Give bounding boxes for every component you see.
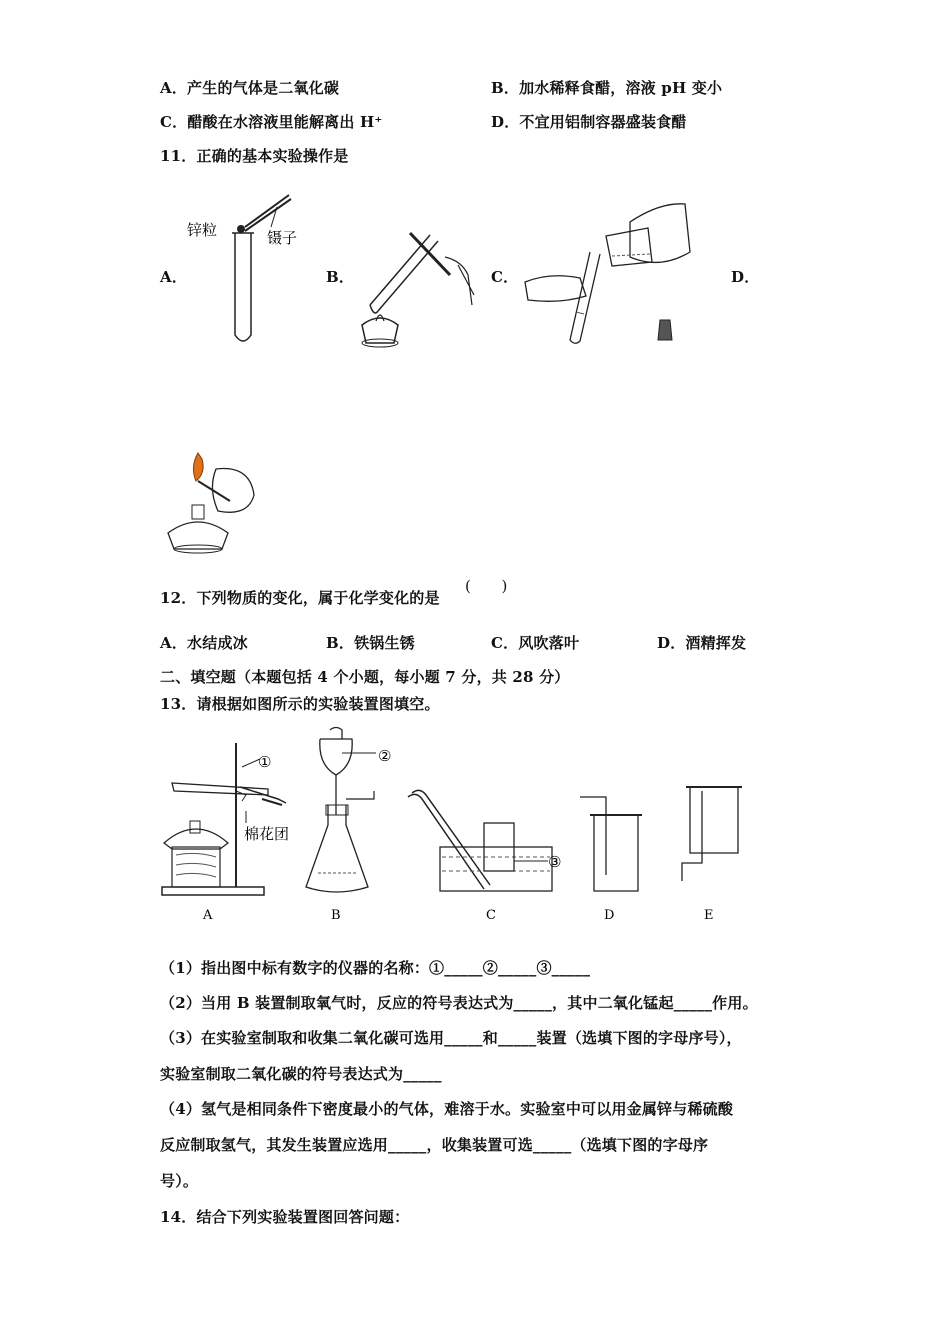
cotton-label: 棉花团 <box>244 825 290 843</box>
q11-option-c: C． <box>491 268 519 286</box>
marker-3: ③ <box>548 853 562 871</box>
q10-option-b: B．加水稀释食醋，溶液 pH 变小 <box>491 79 723 97</box>
zinc-label: 锌粒 <box>187 221 218 239</box>
q13-part-1: （1）指出图中标有数字的仪器的名称：①_____②_____③_____ <box>160 959 591 977</box>
q11-option-d: D． <box>731 268 760 286</box>
q10-option-d: D．不宜用铝制容器盛装食醋 <box>491 113 687 131</box>
q12-stem: 12．下列物质的变化，属于化学变化的是 <box>160 589 440 607</box>
q13-part-4: （4）氢气是相同条件下密度最小的气体，难溶于水。实验室中可以用金属锌与稀硫酸 <box>160 1100 734 1118</box>
q11-figure-a <box>185 185 310 350</box>
q11-figure-b <box>350 225 480 350</box>
q13-part-3-cont: 实验室制取二氧化碳的符号表达式为_____ <box>160 1065 442 1083</box>
tweezers-label: 镊子 <box>267 229 298 247</box>
q13-part-4-cont: 反应制取氢气，其发生装置应选用_____，收集装置可选_____（选填下图的字母序 <box>160 1136 709 1154</box>
marker-1: ① <box>258 753 272 771</box>
caption-c: C <box>486 908 496 923</box>
marker-2: ② <box>378 747 392 765</box>
q12-option-c: C．风吹落叶 <box>491 634 580 652</box>
caption-b: B <box>331 908 341 923</box>
caption-a: A <box>203 908 213 923</box>
q14-stem: 14．结合下列实验装置图回答问题： <box>160 1208 410 1226</box>
q11-figure-c <box>520 192 695 347</box>
q11-option-b: B． <box>326 268 355 286</box>
q13-part-4-end: 号）。 <box>160 1172 199 1190</box>
q11-option-a: A． <box>160 268 188 286</box>
q12-option-a: A．水结成冰 <box>160 634 248 652</box>
caption-e: E <box>704 908 714 923</box>
q12-option-d: D．酒精挥发 <box>657 634 747 652</box>
q11-stem: 11．正确的基本实验操作是 <box>160 147 349 165</box>
caption-d: D <box>604 908 615 923</box>
q13-apparatus-figure <box>150 725 770 930</box>
q13-part-2: （2）当用 B 装置制取氧气时，反应的符号表达式为_____，其中二氧化锰起_____作用。 <box>160 994 758 1012</box>
q10-option-c: C．醋酸在水溶液里能解离出 H⁺ <box>160 113 383 131</box>
q12-option-b: B．铁锅生锈 <box>326 634 415 652</box>
q10-option-a: A．产生的气体是二氧化碳 <box>160 79 340 97</box>
q11-figure-d <box>158 445 268 555</box>
q13-part-3: （3）在实验室制取和收集二氧化碳可选用_____和_____装置（选填下图的字母序号）， <box>160 1029 742 1047</box>
q12-answer-paren: ( ) <box>465 577 508 595</box>
section-heading: 二、填空题（本题包括 4 个小题，每小题 7 分，共 28 分） <box>160 668 570 686</box>
q13-stem: 13．请根据如图所示的实验装置图填空。 <box>160 695 440 713</box>
